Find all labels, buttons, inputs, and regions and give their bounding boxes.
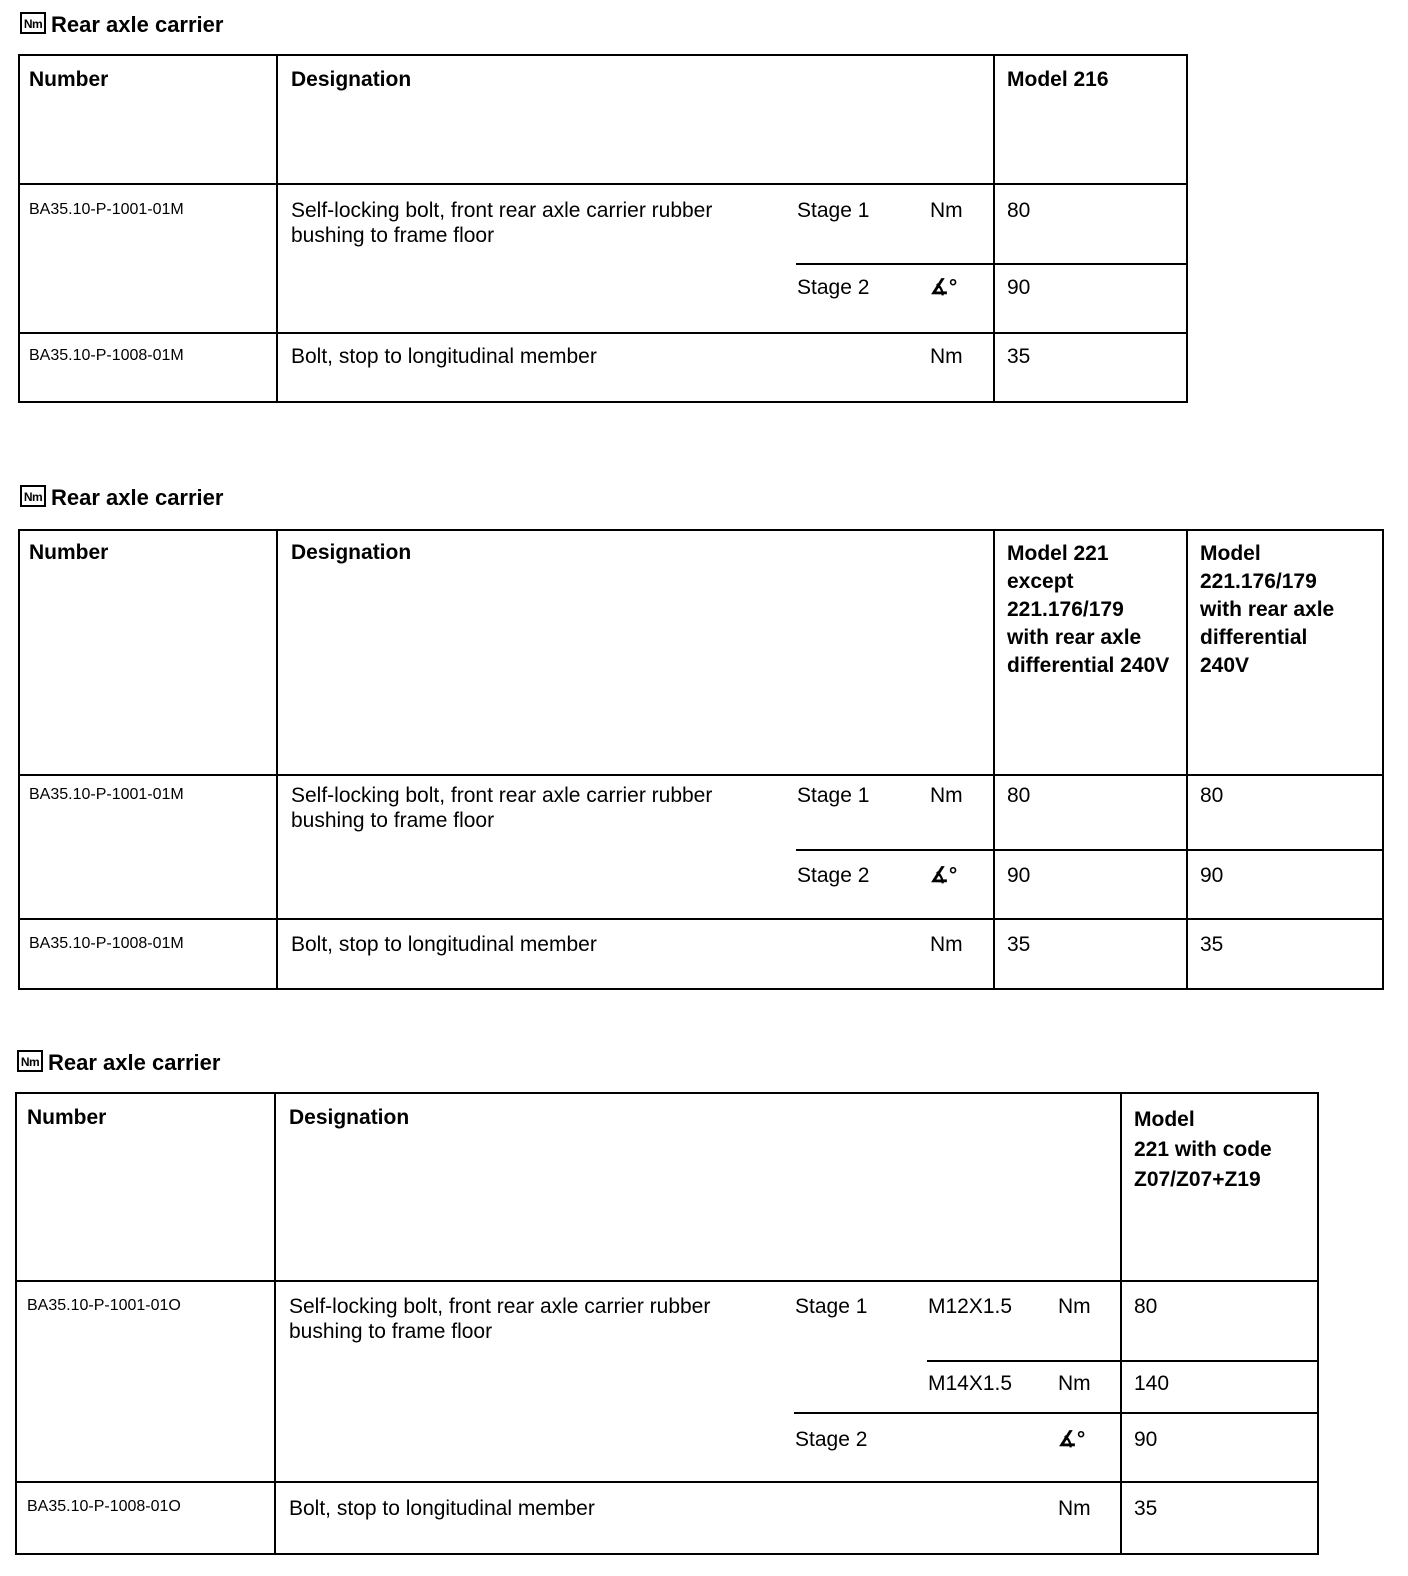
torque-value: 35 (1007, 345, 1031, 368)
torque-nm-icon: Nm (20, 12, 46, 34)
column-divider (276, 54, 278, 403)
stage-label: Stage 1 (797, 199, 870, 222)
column-divider (274, 1092, 276, 1555)
column-divider (993, 529, 995, 990)
part-number: BA35.10-P-1001-01M (29, 201, 184, 218)
angle-degree-icon: ∡° (930, 276, 958, 299)
stage-label: Stage 2 (797, 276, 870, 299)
row-divider (18, 332, 1188, 334)
part-number: BA35.10-P-1008-01M (29, 347, 184, 364)
part-number: BA35.10-P-1008-01M (29, 935, 184, 952)
torque-value: 35 (1134, 1497, 1158, 1520)
torque-nm-icon: Nm (20, 485, 46, 507)
header-divider (18, 774, 1384, 776)
stage-divider (794, 1412, 1319, 1414)
header-model: Model 221 with code Z07/Z07+Z19 (1134, 1108, 1272, 1191)
designation-text: Bolt, stop to longitudinal member (291, 345, 597, 368)
unit-label: Nm (930, 933, 963, 956)
header-model: Model 216 (1007, 68, 1109, 91)
table-frame (18, 529, 1384, 990)
header-number: Number (29, 68, 109, 91)
section-title-text: Rear axle carrier (51, 12, 224, 37)
designation-text: Self-locking bolt, front rear axle carrier rubber bushing to frame floor (289, 1295, 711, 1343)
part-number: BA35.10-P-1001-01M (29, 786, 184, 803)
stage-label: Stage 2 (797, 864, 870, 887)
stage-divider (796, 849, 1384, 851)
column-divider (276, 529, 278, 990)
header-number: Number (27, 1106, 107, 1129)
stage-label: Stage 2 (795, 1428, 868, 1451)
section-1-title (20, 12, 223, 38)
thread-divider (927, 1360, 1319, 1362)
designation-text: Bolt, stop to longitudinal member (291, 933, 597, 956)
torque-value: 35 (1200, 933, 1224, 956)
header-model: Model 221.176/179 with rear axle differential 240V (1200, 542, 1335, 677)
torque-value: 140 (1134, 1372, 1170, 1395)
section-title-text: Rear axle carrier (51, 485, 224, 510)
designation-text: Self-locking bolt, front rear axle carrier rubber bushing to frame floor (291, 784, 713, 832)
header-number: Number (29, 541, 109, 564)
row-divider (15, 1481, 1319, 1483)
section-2-title (20, 485, 223, 511)
designation-text: Bolt, stop to longitudinal member (289, 1497, 595, 1520)
angle-value: 90 (1134, 1428, 1158, 1451)
column-divider (993, 54, 995, 403)
stage-label: Stage 1 (797, 784, 870, 807)
column-divider (1120, 1092, 1122, 1555)
torque-value: 80 (1200, 784, 1224, 807)
torque-value: 80 (1007, 199, 1031, 222)
stage-label: Stage 1 (795, 1295, 868, 1318)
angle-degree-icon: ∡° (1058, 1428, 1086, 1451)
section-title-text: Rear axle carrier (48, 1050, 221, 1075)
unit-label: Nm (930, 345, 963, 368)
part-number: BA35.10-P-1008-01O (27, 1498, 181, 1515)
thread-size: M14X1.5 (928, 1372, 1013, 1395)
row-divider (18, 918, 1384, 920)
angle-degree-icon: ∡° (930, 864, 958, 887)
header-designation: Designation (291, 541, 412, 564)
section-3-title (17, 1050, 220, 1076)
unit-label: Nm (930, 199, 963, 222)
header-designation: Designation (289, 1106, 410, 1129)
unit-label: Nm (1058, 1372, 1091, 1395)
torque-value: 80 (1134, 1295, 1158, 1318)
torque-value: 35 (1007, 933, 1031, 956)
header-model: Model 221 except 221.176/179 with rear axle differential 240V (1007, 542, 1170, 677)
column-divider (1186, 529, 1188, 990)
header-divider (18, 183, 1188, 185)
part-number: BA35.10-P-1001-01O (27, 1297, 181, 1314)
angle-value: 90 (1007, 276, 1031, 299)
unit-label: Nm (930, 784, 963, 807)
stage-divider (796, 263, 1188, 265)
torque-nm-icon: Nm (17, 1050, 43, 1072)
torque-value: 80 (1007, 784, 1031, 807)
designation-text: Self-locking bolt, front rear axle carrier rubber bushing to frame floor (291, 199, 713, 247)
angle-value: 90 (1007, 864, 1031, 887)
header-divider (15, 1280, 1319, 1282)
unit-label: Nm (1058, 1497, 1091, 1520)
unit-label: Nm (1058, 1295, 1091, 1318)
thread-size: M12X1.5 (928, 1295, 1013, 1318)
angle-value: 90 (1200, 864, 1224, 887)
header-designation: Designation (291, 68, 412, 91)
